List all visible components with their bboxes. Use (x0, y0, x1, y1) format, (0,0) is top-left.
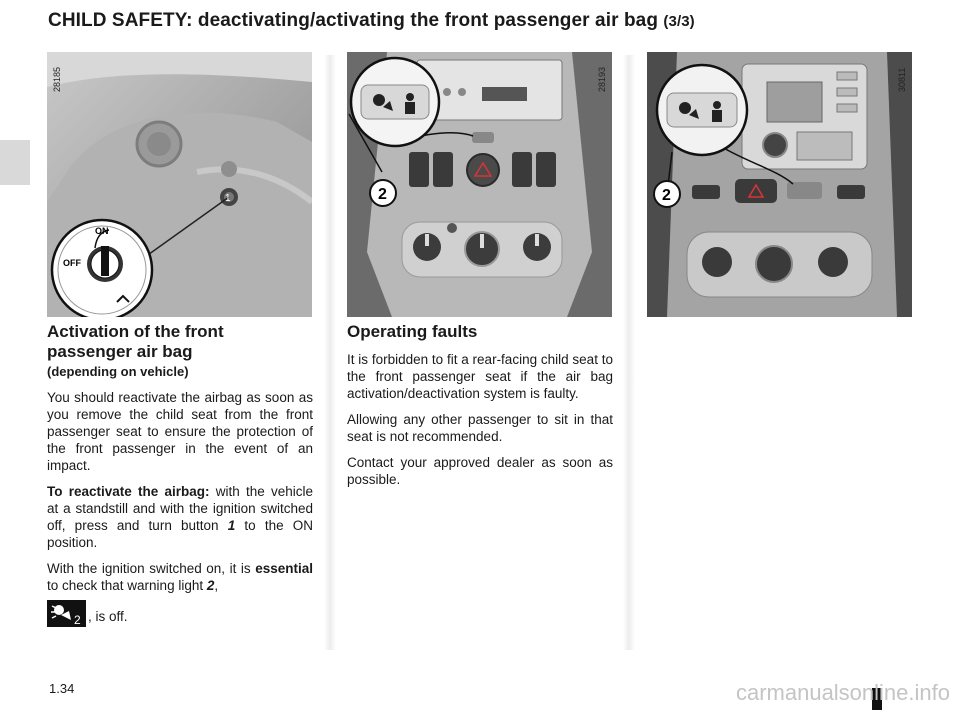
column-divider-left (324, 55, 336, 650)
on-label: ON (95, 226, 109, 236)
warning-text-c: , (214, 578, 219, 593)
activation-paragraph-2 (47, 483, 313, 551)
photo-glovebox-switch (47, 52, 312, 317)
reactivate-text-b: to the ON position. (47, 518, 314, 550)
faults-paragraph-2: Allowing any other passenger to sit in that seat is not recommended. (347, 412, 613, 444)
faults-paragraph-1: It is forbidden to fit a rear-facing child seat to the front passenger seat if the air bag activation/deactivation system is faulty. (347, 352, 613, 401)
title-text: CHILD SAFETY: deactivating/activating the front passenger air bag (48, 10, 659, 31)
faults-paragraph-3: Contact your approved dealer as soon as possible. (347, 455, 613, 487)
airbag-warning-light-icon (47, 600, 86, 627)
dashboard-radio-illustration (347, 52, 612, 317)
warning-text-b: to check that warning light (47, 578, 207, 593)
watermark: carmanualsonline.info (735, 680, 950, 705)
photo-number: 30811 (897, 67, 907, 92)
icon-subscript: 2 (74, 613, 81, 627)
activation-section (47, 322, 313, 627)
activation-heading: Activation of the front passenger air bag (47, 322, 224, 361)
reactivate-label: To reactivate the airbag: (47, 484, 210, 499)
activation-paragraph-3 (47, 560, 313, 594)
photo-dashboard-media (647, 52, 912, 317)
page-number: 1.34 (49, 681, 75, 696)
section-tab (0, 140, 30, 185)
activation-subheading: (depending on vehicle) (47, 364, 189, 379)
faults-heading: Operating faults (347, 322, 478, 341)
faults-section (347, 322, 613, 488)
page-title (48, 10, 695, 32)
glovebox-illustration (47, 52, 312, 317)
title-part: (3/3) (663, 13, 695, 30)
column-divider-right (623, 55, 635, 650)
photo-dashboard-radio (347, 52, 612, 317)
button-number: 1 (227, 518, 236, 533)
dashboard-media-illustration (647, 52, 912, 317)
photo-number: 28185 (52, 66, 62, 92)
activation-paragraph-1: You should reactivate the airbag as soon as you remove the child seat from the front passenger seat to ensure the protection of the front passenger in the event of an impact. (47, 390, 313, 473)
callout-2: 2 (378, 186, 387, 203)
photo-number: 28193 (597, 66, 607, 92)
warning-text-a: With the ignition switched on, it is (47, 561, 256, 576)
warning-light-number: 2 (206, 578, 215, 593)
button-1-label: 1 (225, 193, 231, 204)
callout-2: 2 (662, 187, 671, 204)
reactivate-text-a: with the vehicle at a standstill and with the ignition switched off, press and turn button (47, 484, 313, 533)
essential-label: essential (255, 561, 313, 576)
off-label: OFF (63, 258, 81, 268)
warning-text-end: , is off. (88, 609, 128, 624)
warning-light-line (47, 600, 313, 627)
